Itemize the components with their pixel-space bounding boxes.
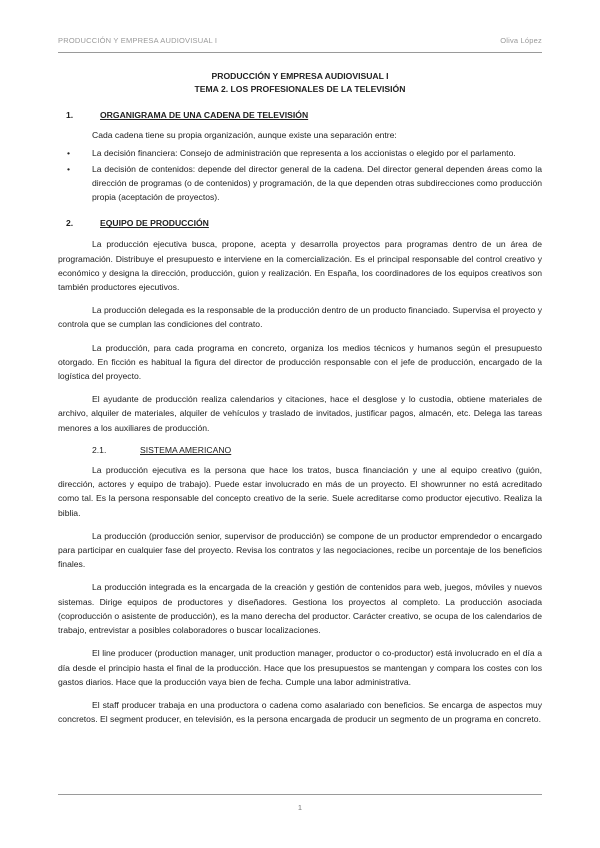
- bullet-icon: •: [67, 148, 71, 159]
- paragraph: La producción ejecutiva busca, propone, acepta y desarrolla proyectos para programas dentro de un área de programación. Distribuye el presupuesto e interviene en la comercialización. Es el principal responsable del control creativo y económico y designa la dirección, producción, guion y realización. En España, los coordinadores de los equipos creativos son también productores ejecutivos.: [58, 239, 542, 293]
- bullet-list: [58, 146, 542, 204]
- paragraph: La producción integrada es la encargada de la creación y gestión de contenidos para web, juegos, móviles y nuevos sistemas. Dirige equipos de productores y diseñadores. Gestiona los proyectos al completo. La producción asociada (coproducción o asistente de producción), es la mano derecha del productor. Carácter creativo, se ocupa de los calendarios de trabajo, entrevistar a posibles colaboradores o buscar localizaciones.: [58, 582, 542, 636]
- paragraph: El line producer (production manager, unit production manager, productor o co-productor) está involucrado en el día a día desde el principio hasta el final de la producción. Hace que los presupuestos se mantengan y compara los costes con los gastos diarios. Hace que la producción vaya bien de fecha. Cumple una labor administrativa.: [58, 648, 542, 687]
- section-heading: [58, 216, 542, 230]
- doc-title-line1: PRODUCCIÓN Y EMPRESA AUDIOVISUAL I: [211, 71, 389, 81]
- bullet-icon: •: [67, 163, 71, 174]
- section-title: EQUIPO DE PRODUCCIÓN: [100, 218, 209, 229]
- page-header: [58, 36, 542, 50]
- header-rule: [58, 52, 542, 53]
- section-number: 2.: [66, 218, 74, 229]
- paragraph: La producción ejecutiva es la persona que hace los tratos, busca financiación y une al equipo creativo (guión, dirección, actores y equipo de trabajo). Puede estar involucrado en más de un proyecto. El showrunner no está acreditado como tal. Es la persona responsable del concepto creativo de la serie. Suele acreditarse como productor ejecutivo. Realiza la biblia.: [58, 465, 542, 518]
- paragraph: El staff producer trabaja en una productora o cadena como asalariado con beneficios. Se encarga de aspectos muy concretos. El segment producer, en televisión, es la persona encargada de producir un segmento de un programa en concreto.: [58, 699, 542, 725]
- section-title: ORGANIGRAMA DE UNA CADENA DE TELEVISIÓN: [100, 110, 309, 120]
- paragraph: La producción, para cada programa en concreto, organiza los medios técnicos y humanos según el presupuesto otorgado. En ficción es habitual la figura del director de producción responsable con el jefe de producción, encargado de la logística del proyecto.: [58, 342, 542, 382]
- paragraph: La producción delegada es la responsable de la producción dentro de un producto financiado. Supervisa el proyecto y controla que se cumplan las condiciones del contrato.: [58, 305, 542, 330]
- page-body: [58, 70, 542, 726]
- header-author: Oliva López: [500, 36, 542, 45]
- list-item: [58, 146, 542, 160]
- paragraph: La producción (producción senior, supervisor de producción) se compone de un productor emprendedor o encargado para participar en cualquier fase del proyecto. Revisa los contratos y las negociaciones, recibe un porcentaje de los beneficios finales.: [58, 530, 542, 570]
- footer-rule: [58, 794, 542, 795]
- subsection-title: SISTEMA AMERICANO: [140, 444, 232, 455]
- section-number: 1.: [66, 110, 74, 120]
- header-course: PRODUCCIÓN Y EMPRESA AUDIOVISUAL I: [58, 36, 218, 45]
- subsection-number: 2.1.: [92, 444, 107, 455]
- doc-title: [58, 70, 542, 96]
- subsection-heading: [58, 443, 542, 457]
- doc-title-line2: TEMA 2. LOS PROFESIONALES DE LA TELEVISIÓN: [194, 84, 406, 94]
- list-item-text: La decisión de contenidos: depende del director general de la cadena. Del director general dependen áreas como la dirección de programas (o de contenidos) y programación, de la que dependen otras subdirecciones como producción propia (aceptación de proyectos).: [92, 163, 543, 203]
- list-item-text: La decisión financiera: Consejo de administración que representa a los accionistas o elegido por el parlamento.: [92, 148, 516, 159]
- section-intro: Cada cadena tiene su propia organización, aunque existe una separación entre:: [92, 130, 397, 141]
- section-heading: [58, 108, 542, 122]
- paragraph: El ayudante de producción realiza calendarios y citaciones, hace el desglose y lo custodia, obtiene materiales de archivo, alquiler de materiales, alquiler de vehículos y traslado de invitados, justificar pagos, almacén, etc. Delega las tareas menores a los auxiliares de producción.: [58, 394, 542, 433]
- page-number: 1: [297, 803, 303, 812]
- list-item: [58, 162, 542, 205]
